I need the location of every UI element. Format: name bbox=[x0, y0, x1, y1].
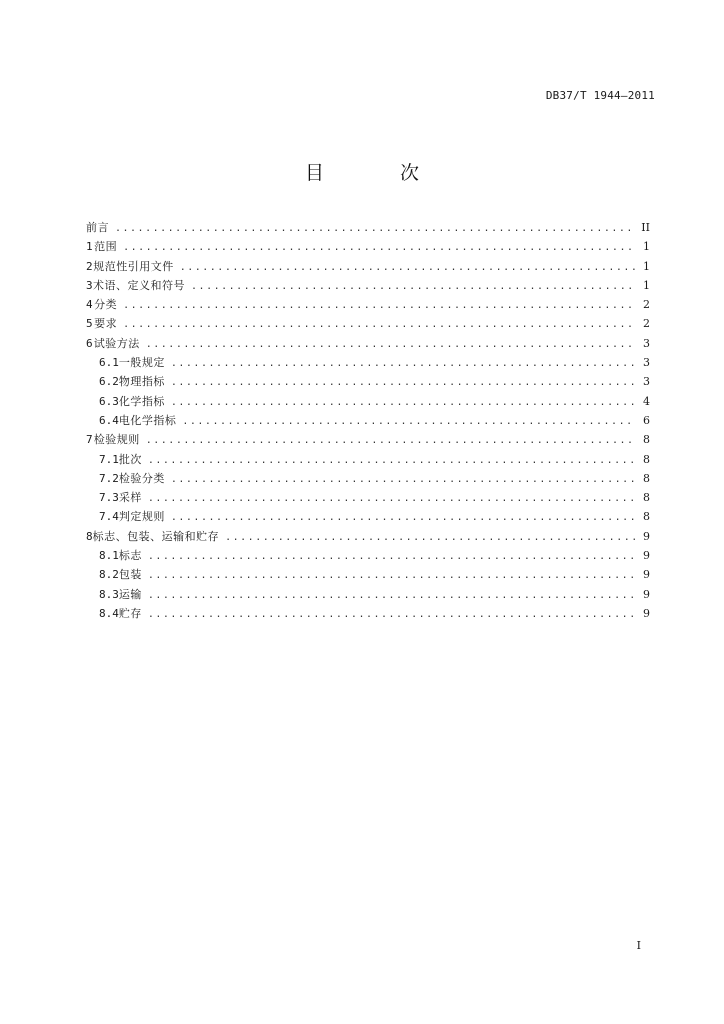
toc-entry[interactable] bbox=[86, 218, 650, 237]
dot-leader bbox=[171, 470, 636, 489]
toc-entry-page: 9 bbox=[643, 529, 650, 543]
toc-subentry[interactable] bbox=[86, 392, 650, 411]
toc-entry-label: 电化学指标 bbox=[118, 413, 177, 427]
toc-entry-number: 7.1 bbox=[99, 452, 119, 466]
toc-entry-label: 判定规则 bbox=[118, 510, 165, 524]
toc-entry-page: 2 bbox=[643, 317, 650, 331]
toc-entry-page: 3 bbox=[643, 336, 650, 350]
toc-entry[interactable] bbox=[86, 295, 650, 314]
toc-entry[interactable] bbox=[86, 527, 650, 546]
toc-entry-page: 9 bbox=[643, 568, 650, 582]
dot-leader bbox=[146, 431, 636, 450]
dot-leader bbox=[191, 277, 636, 296]
toc-subentry[interactable] bbox=[86, 507, 650, 526]
toc-entry-label: 运输 bbox=[118, 587, 142, 601]
toc-subentry[interactable] bbox=[86, 372, 650, 391]
toc-entry-page: 3 bbox=[643, 375, 650, 389]
toc-entry-page: 6 bbox=[643, 413, 650, 427]
toc-entry-number: 8.2 bbox=[99, 568, 119, 582]
toc-entry-number: 7.4 bbox=[99, 510, 119, 524]
toc-entry-label: 前言 bbox=[86, 221, 109, 234]
dot-leader bbox=[146, 335, 636, 354]
dot-leader bbox=[171, 373, 636, 392]
document-code: DB37/T 1944—2011 bbox=[545, 89, 655, 102]
dot-leader bbox=[148, 451, 636, 470]
toc-entry-label: 批次 bbox=[118, 452, 142, 466]
toc-entry-number: 6.3 bbox=[99, 394, 119, 408]
toc-entry-label: 分类 bbox=[94, 298, 118, 312]
toc-entry-page: 1 bbox=[643, 278, 650, 292]
toc-entry-page: 1 bbox=[643, 240, 650, 254]
toc-subentry[interactable] bbox=[86, 604, 650, 623]
toc-entry-label: 包装 bbox=[118, 568, 142, 582]
toc-entry-number: 8.1 bbox=[99, 549, 119, 563]
toc-entry-number: 8.4 bbox=[99, 606, 119, 620]
toc-entry-label: 采样 bbox=[118, 491, 142, 505]
toc-entry-page: 9 bbox=[643, 549, 650, 563]
toc-subentry[interactable] bbox=[86, 353, 650, 372]
dot-leader bbox=[148, 586, 636, 605]
toc-entry-label: 检验分类 bbox=[118, 471, 165, 485]
toc-entry-page: 8 bbox=[643, 510, 650, 524]
toc-subentry[interactable] bbox=[86, 469, 650, 488]
toc-entry-label: 标志、包装、运输和贮存 bbox=[92, 529, 220, 543]
toc-entry-page: 8 bbox=[643, 471, 650, 485]
dot-leader bbox=[148, 566, 636, 585]
dot-leader bbox=[225, 528, 636, 547]
toc-entry-page: 8 bbox=[643, 452, 650, 466]
toc-entry-number: 3 bbox=[86, 278, 93, 292]
toc-entry-label: 要求 bbox=[94, 317, 118, 331]
toc-entry-page: 4 bbox=[643, 394, 650, 408]
toc-entry-label: 试验方法 bbox=[93, 336, 140, 350]
toc-entry-label: 物理指标 bbox=[118, 375, 165, 389]
dot-leader bbox=[123, 315, 636, 334]
toc-subentry[interactable] bbox=[86, 546, 650, 565]
toc-subentry[interactable] bbox=[86, 411, 650, 430]
dot-leader bbox=[182, 412, 636, 431]
toc-entry[interactable] bbox=[86, 314, 650, 333]
toc-subentry[interactable] bbox=[86, 565, 650, 584]
dot-leader bbox=[148, 547, 636, 566]
dot-leader bbox=[171, 508, 636, 527]
toc-entry-page: 2 bbox=[643, 298, 650, 312]
toc-entry-label: 一般规定 bbox=[118, 356, 165, 370]
toc-entry[interactable] bbox=[86, 276, 650, 295]
dot-leader bbox=[148, 489, 636, 508]
dot-leader bbox=[148, 605, 636, 624]
toc-entry-number: 6.2 bbox=[99, 375, 119, 389]
toc-entry-number: 4 bbox=[86, 298, 93, 312]
toc-entry-number: 5 bbox=[86, 317, 93, 331]
toc-entry-page: 9 bbox=[643, 587, 650, 601]
toc-entry-number: 8 bbox=[86, 529, 93, 543]
toc-entry-number: 7.3 bbox=[99, 491, 119, 505]
dot-leader bbox=[180, 258, 636, 277]
toc-entry-number: 2 bbox=[86, 259, 93, 273]
toc-entry-number: 7 bbox=[86, 433, 93, 447]
toc-entry-page: 8 bbox=[643, 433, 650, 447]
toc-entry[interactable] bbox=[86, 334, 650, 353]
toc-entry[interactable] bbox=[86, 257, 650, 276]
toc-entry-number: 6 bbox=[86, 336, 93, 350]
toc-entry-page: 1 bbox=[643, 259, 650, 273]
toc-entry-number: 6.1 bbox=[99, 356, 119, 370]
toc-entry-page: II bbox=[641, 221, 650, 234]
dot-leader bbox=[115, 219, 636, 238]
dot-leader bbox=[171, 354, 636, 373]
page-title: 目 次 bbox=[304, 162, 455, 184]
toc-entry-page: 9 bbox=[643, 606, 650, 620]
dot-leader bbox=[123, 296, 636, 315]
toc-entry-number: 1 bbox=[86, 240, 93, 254]
toc-entry-label: 化学指标 bbox=[118, 394, 165, 408]
toc-entry-label: 术语、定义和符号 bbox=[93, 278, 186, 292]
toc-subentry[interactable] bbox=[86, 450, 650, 469]
toc-entry-label: 检验规则 bbox=[93, 433, 140, 447]
toc-entry-page: 3 bbox=[643, 356, 650, 370]
toc-entry-label: 规范性引用文件 bbox=[93, 259, 174, 273]
toc-entry[interactable] bbox=[86, 430, 650, 449]
toc-subentry[interactable] bbox=[86, 585, 650, 604]
toc-entry-number: 7.2 bbox=[99, 471, 119, 485]
toc-entry-label: 贮存 bbox=[118, 606, 142, 620]
page-number: I bbox=[636, 939, 641, 952]
toc-entry-number: 6.4 bbox=[99, 413, 119, 427]
toc-entry-number: 8.3 bbox=[99, 587, 119, 601]
dot-leader bbox=[171, 393, 636, 412]
toc-entry-label: 范围 bbox=[94, 240, 118, 254]
table-of-contents bbox=[86, 218, 650, 623]
toc-entry-page: 8 bbox=[643, 491, 650, 505]
toc-entry[interactable] bbox=[86, 237, 650, 256]
toc-subentry[interactable] bbox=[86, 488, 650, 507]
dot-leader bbox=[123, 238, 636, 257]
toc-entry-label: 标志 bbox=[118, 549, 142, 563]
